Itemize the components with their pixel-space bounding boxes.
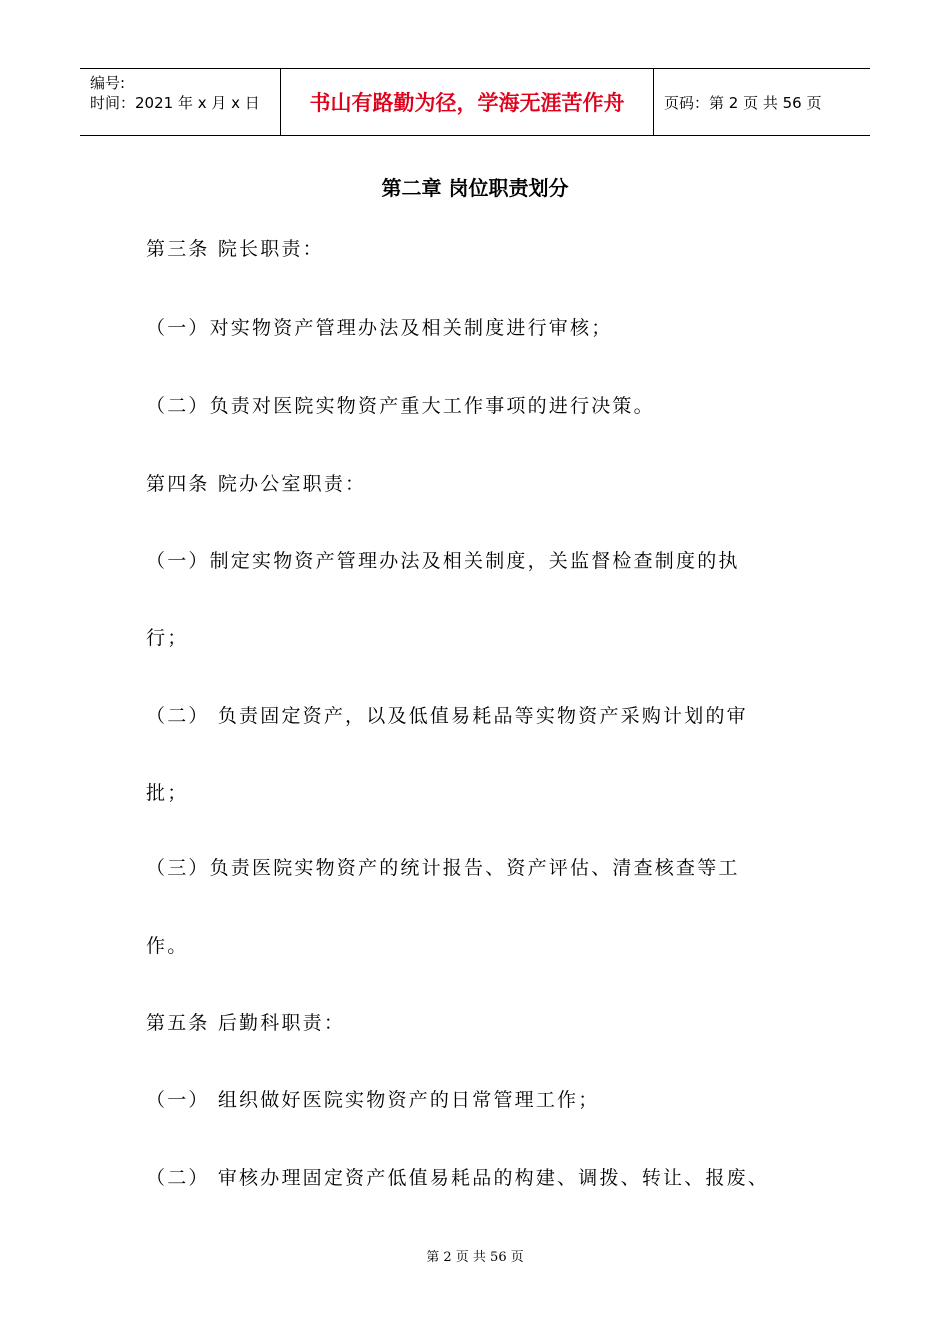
- paragraph-line: （二）负责对医院实物资产重大工作事项的进行决策。: [146, 395, 655, 417]
- article-heading: 第五条 后勤科职责：: [146, 1012, 346, 1034]
- document-header: [80, 68, 870, 136]
- paragraph-line: （一） 组织做好医院实物资产的日常管理工作；: [146, 1089, 600, 1111]
- article-heading: 第四条 院办公室职责：: [146, 473, 367, 495]
- paragraph-line: （三）负责医院实物资产的统计报告、资产评估、清查核查等工: [146, 857, 740, 879]
- page-footer: 第 2 页 共 56 页: [426, 1250, 524, 1265]
- paragraph-line: 行；: [146, 627, 189, 649]
- time-label: 时间：2021 年 x 月 x 日: [90, 94, 260, 112]
- paragraph-line: 作。: [146, 935, 189, 957]
- paragraph-line: （二） 负责固定资产，以及低值易耗品等实物资产采购计划的审: [146, 705, 748, 727]
- header-motto: 书山有路勤为径，学海无涯苦作舟: [281, 69, 654, 135]
- article-heading: 第三条 院长职责：: [146, 238, 324, 260]
- header-page-info: 页码：第 2 页 共 56 页: [664, 93, 822, 112]
- paragraph-line: （二） 审核办理固定资产低值易耗品的构建、调拨、转让、报废、: [146, 1167, 770, 1189]
- chapter-title: 第二章 岗位职责划分: [381, 176, 569, 200]
- paragraph-line: （一）对实物资产管理办法及相关制度进行审核；: [146, 317, 613, 339]
- number-label: 编号:: [90, 74, 126, 92]
- paragraph-line: 批；: [146, 782, 189, 804]
- header-meta-cell: [80, 69, 281, 135]
- paragraph-line: （一）制定实物资产管理办法及相关制度，关监督检查制度的执: [146, 550, 740, 572]
